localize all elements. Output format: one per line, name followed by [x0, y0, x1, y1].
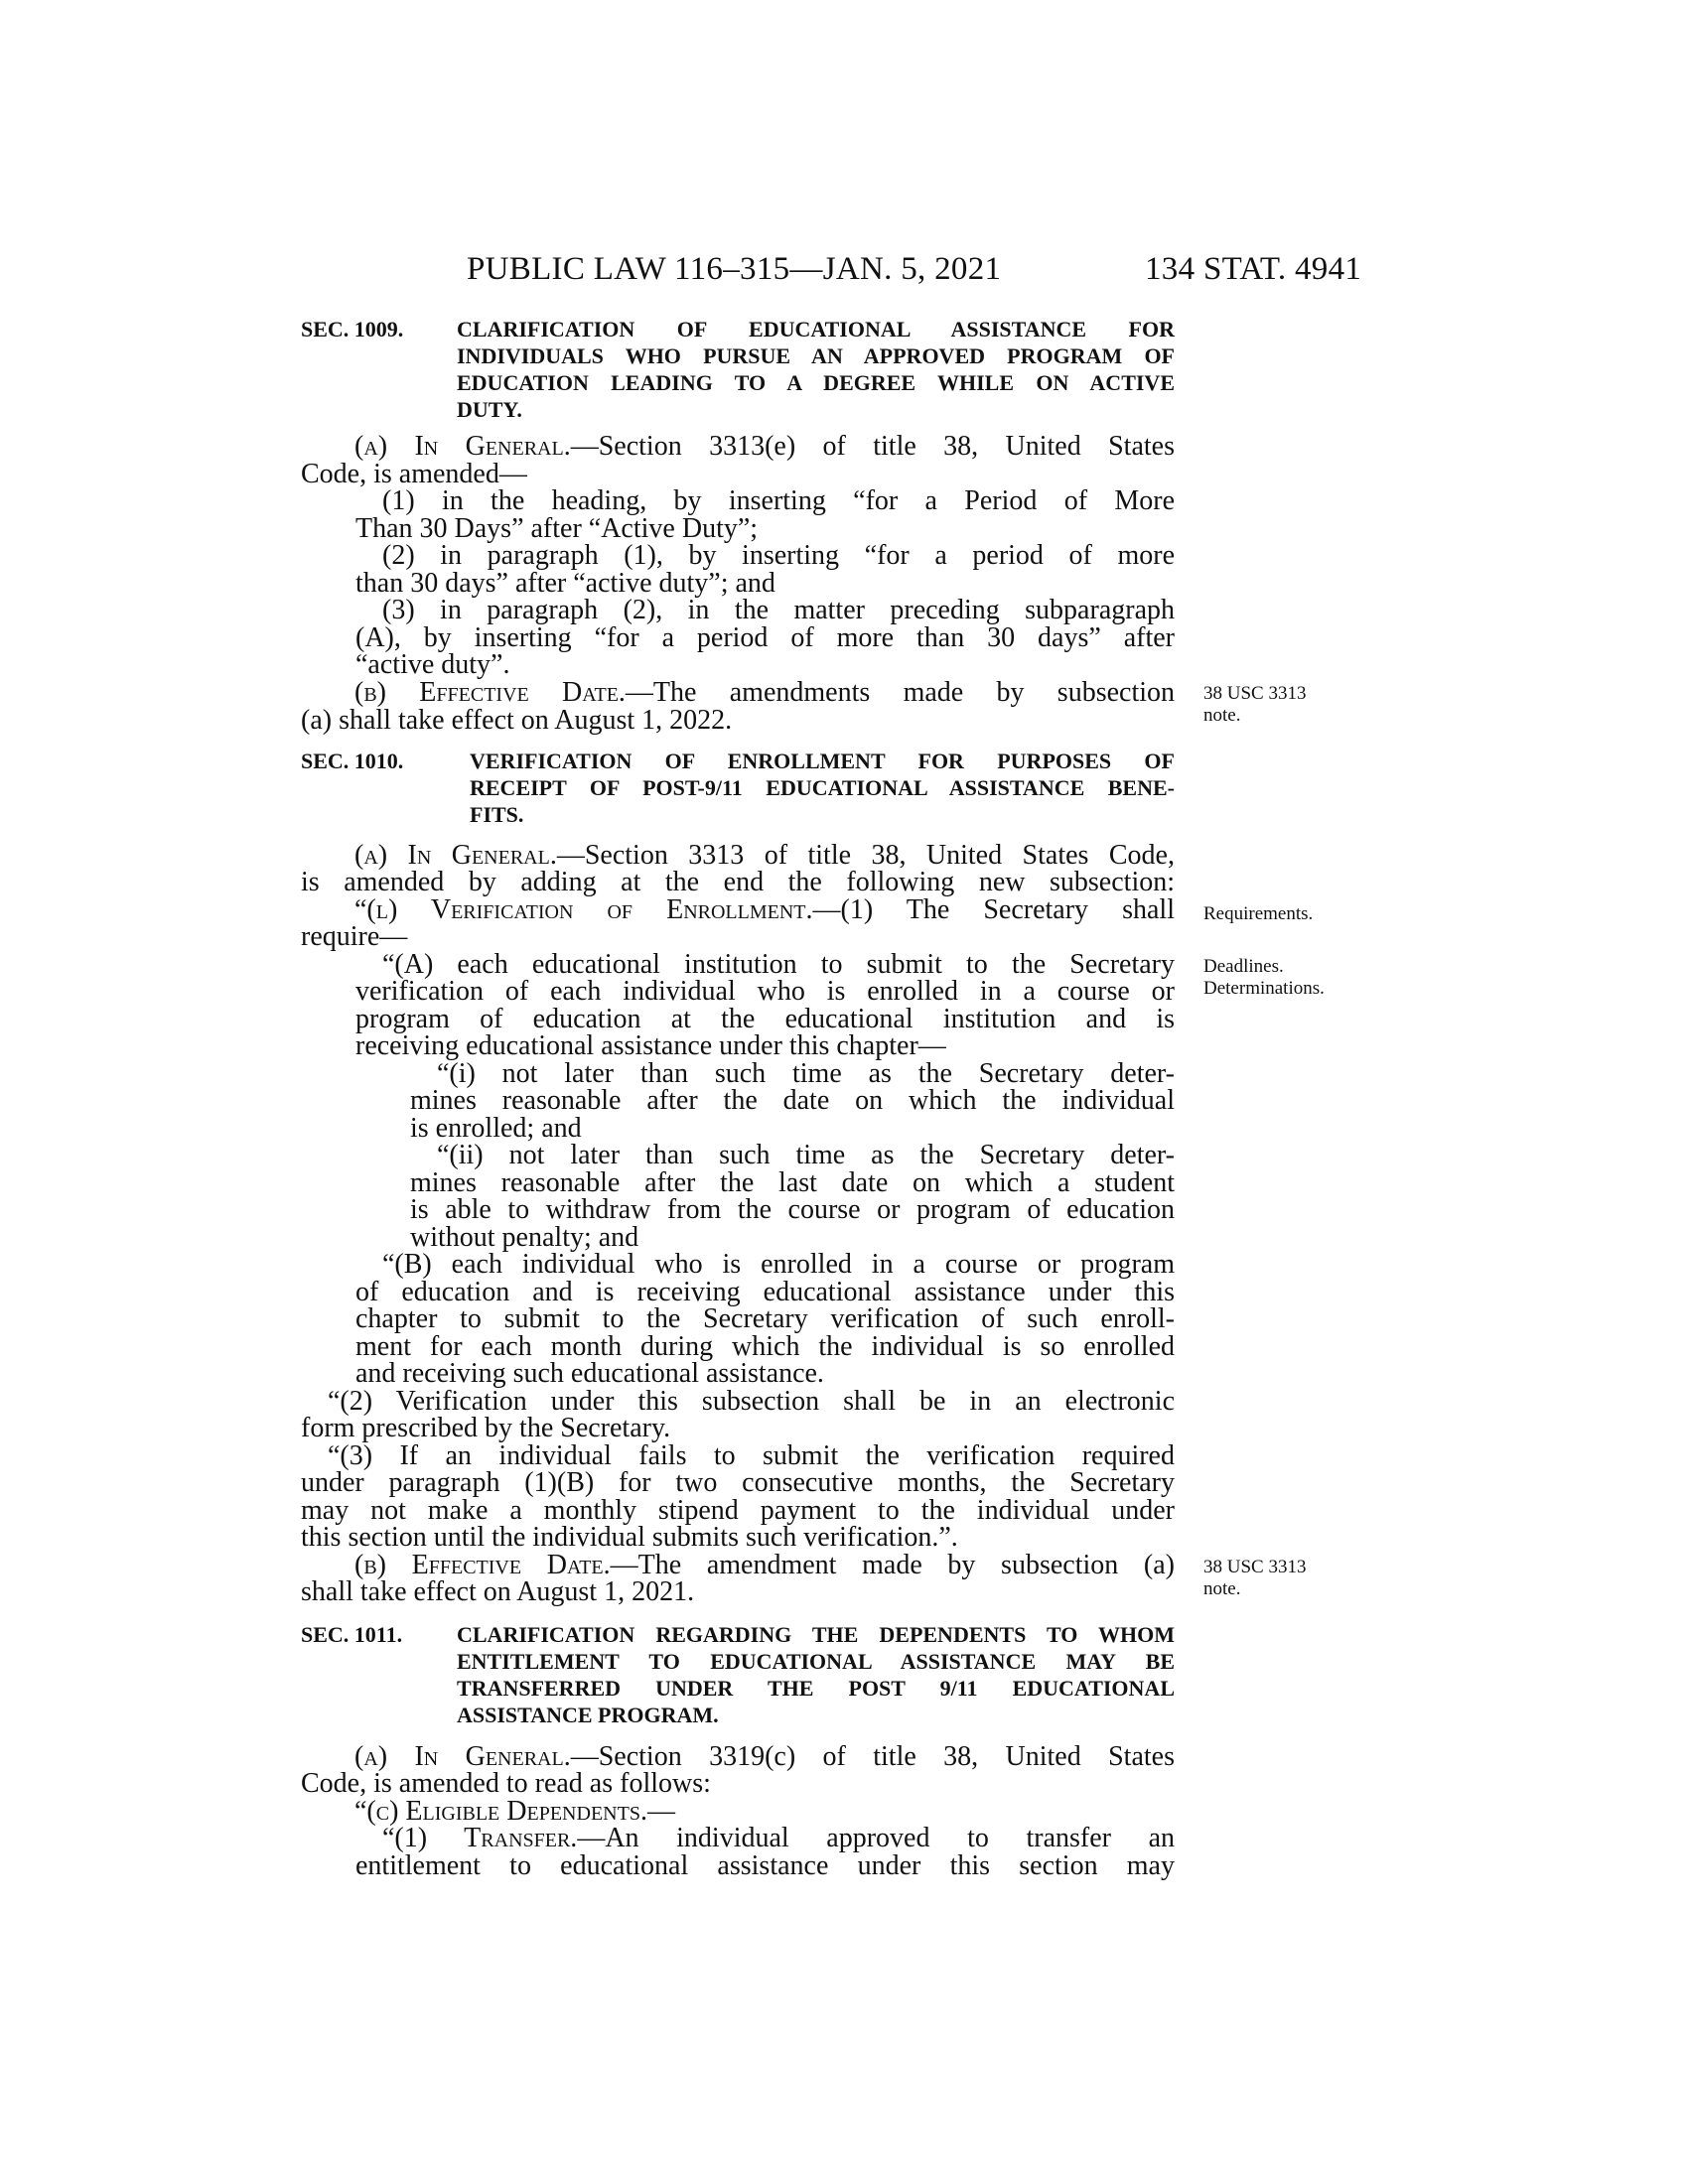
sec1010-l-line1 — [354, 895, 1175, 925]
sec1010-p2-line: form prescribed by the Secretary. — [301, 1413, 671, 1443]
sec1010-p3-line: this section until the individual submits such verification.”. — [301, 1522, 958, 1553]
sec1010-B-line: and receiving such educational assistance. — [355, 1358, 824, 1389]
section-title — [457, 1621, 1175, 1728]
sec1010-B-line: of education and is receiving educational assistance under this — [355, 1277, 1175, 1307]
sec1009-p1-line2: Than 30 Days” after “Active Duty”; — [355, 513, 759, 544]
text: —The amendment made by subsection (a) — [610, 1550, 1176, 1580]
sec1011-c-heading: “(c) Eligible Dependents.— — [354, 1796, 675, 1827]
title-line: DUTY. — [457, 397, 522, 422]
sec1010-A-line: “(A) each educational institution to submit to the Secretary — [382, 949, 1175, 980]
sec1009-p1-line1: (1) in the heading, by inserting “for a Period of More — [382, 485, 1175, 516]
sec1010-b-line2: shall take effect on August 1, 2021. — [301, 1576, 695, 1607]
sec1009-p2-line1: (2) in paragraph (1), by inserting “for a period of more — [382, 540, 1175, 571]
sec1011-transfer-line2: entitlement to educational assistance under this section may — [355, 1850, 1175, 1881]
margin-note-citation — [1203, 683, 1306, 727]
section-title — [457, 316, 1175, 423]
sec1010-A-line: program of education at the educational institution and is — [355, 1004, 1175, 1034]
title-line: RECEIPT OF POST-9/11 EDUCATIONAL ASSISTANCE BENE- — [470, 775, 1175, 800]
sec1010-i-line: “(i) not later than such time as the Secretary deter- — [437, 1058, 1175, 1089]
sec1010-B-line: chapter to submit to the Secretary verification of such enroll- — [355, 1303, 1175, 1334]
margin-note-line: 38 USC 3313 — [1203, 1557, 1307, 1577]
section-1009-heading — [301, 316, 1175, 427]
sec1009-p3-line3: “active duty”. — [355, 649, 510, 680]
sec1009-p3-line2: (A), by inserting “for a period of more than 30 days” after — [355, 622, 1175, 653]
sec1010-A-line: receiving educational assistance under this chapter— — [355, 1030, 946, 1061]
sec1010-p3-line: may not make a monthly stipend payment to the individual under — [301, 1495, 1175, 1526]
running-header-title: PUBLIC LAW 116–315—JAN. 5, 2021 — [467, 251, 1002, 287]
sec1010-A-line: verification of each individual who is enrolled in a course or — [355, 976, 1175, 1007]
margin-note-line: note. — [1203, 705, 1241, 726]
margin-note-line: 38 USC 3313 — [1203, 683, 1307, 704]
sec1010-B-line: “(B) each individual who is enrolled in a course or program — [382, 1249, 1175, 1280]
text: —The amendments made by subsection — [625, 677, 1176, 708]
sec1010-p3-line: “(3) If an individual fails to submit the verification required — [328, 1440, 1175, 1471]
margin-note-line: note. — [1203, 1578, 1241, 1599]
subsection-label: (a) In General. — [354, 840, 557, 871]
section-1010-heading — [301, 748, 1175, 831]
title-line: ASSISTANCE PROGRAM. — [457, 1703, 719, 1727]
sec1010-ii-line: is able to withdraw from the course or program of education — [410, 1194, 1175, 1225]
subsection-label: (a) In General. — [354, 1741, 571, 1772]
subsection-label: “(1) Transfer. — [382, 1823, 578, 1853]
section-title — [470, 748, 1175, 828]
sec1010-i-line: mines reasonable after the date on which the individual — [410, 1085, 1175, 1116]
sec1011-transfer-line1 — [382, 1824, 1175, 1853]
text: —An individual approved to transfer an — [577, 1823, 1176, 1853]
margin-note-line: Determinations. — [1203, 978, 1325, 999]
page-number: 134 STAT. 4941 — [1145, 251, 1362, 287]
sec1010-p3-line: under paragraph (1)(B) for two consecutive months, the Secretary — [301, 1467, 1175, 1498]
sec1011-a-line2: Code, is amended to read as follows: — [301, 1768, 711, 1799]
margin-note-requirements: Requirements. — [1203, 903, 1314, 924]
subsection-label: (b) Effective Date. — [354, 1550, 611, 1580]
sec1009-b-line2: (a) shall take effect on August 1, 2022. — [301, 705, 733, 736]
sec1009-p2-line2: than 30 days” after “active duty”; and — [355, 568, 775, 599]
title-line: CLARIFICATION REGARDING THE DEPENDENTS TO WHOM — [457, 1622, 1175, 1647]
sec1009-a-line1 — [354, 432, 1175, 462]
section-number: SEC. 1011. — [301, 1622, 403, 1647]
section-number: SEC. 1009. — [301, 317, 404, 341]
title-line: VERIFICATION OF ENROLLMENT FOR PURPOSES OF — [470, 749, 1175, 773]
text: —Section 3313 of title 38, United States Code, — [556, 840, 1175, 871]
subsection-label: (a) In General. — [354, 431, 571, 462]
sec1009-b-line1 — [354, 678, 1175, 708]
sec1010-ii-line: without penalty; and — [410, 1222, 639, 1253]
sec1010-i-line: is enrolled; and — [410, 1113, 582, 1144]
margin-note-citation — [1203, 1557, 1306, 1600]
title-line: INDIVIDUALS WHO PURSUE AN APPROVED PROGRAM OF — [457, 343, 1175, 368]
sec1010-B-line: ment for each month during which the individual is so enrolled — [355, 1331, 1175, 1362]
sec1009-a-line2: Code, is amended— — [301, 459, 527, 489]
title-line: EDUCATION LEADING TO A DEGREE WHILE ON ACTIVE — [457, 370, 1175, 395]
sec1010-a-line2: is amended by adding at the end the following new subsection: — [301, 867, 1175, 897]
subsection-label: (b) Effective Date. — [354, 677, 626, 708]
section-number: SEC. 1010. — [301, 749, 404, 773]
sec1010-p2-line: “(2) Verification under this subsection shall be in an electronic — [328, 1386, 1175, 1417]
sec1009-p3-line1: (3) in paragraph (2), in the matter preceding subparagraph — [382, 595, 1175, 625]
title-line: CLARIFICATION OF EDUCATIONAL ASSISTANCE FOR — [457, 317, 1175, 341]
section-1011-heading — [301, 1621, 1175, 1732]
text: —Section 3313(e) of title 38, United States — [570, 431, 1175, 462]
sec1010-ii-line: “(ii) not later than such time as the Secretary deter- — [437, 1140, 1175, 1170]
margin-note-line: Deadlines. — [1203, 956, 1284, 977]
title-line: FITS. — [470, 802, 524, 827]
margin-note-deadlines — [1203, 956, 1325, 1000]
title-line: ENTITLEMENT TO EDUCATIONAL ASSISTANCE MAY BE — [457, 1649, 1175, 1674]
sec1010-l-line2: require— — [301, 921, 408, 952]
title-line: TRANSFERRED UNDER THE POST 9/11 EDUCATIONAL — [457, 1676, 1175, 1701]
text: —(1) The Secretary shall — [812, 894, 1175, 925]
text: —Section 3319(c) of title 38, United States — [570, 1741, 1175, 1772]
sec1010-ii-line: mines reasonable after the last date on which a student — [410, 1167, 1175, 1198]
subsection-label: “(l) Verification of Enrollment. — [354, 894, 813, 925]
